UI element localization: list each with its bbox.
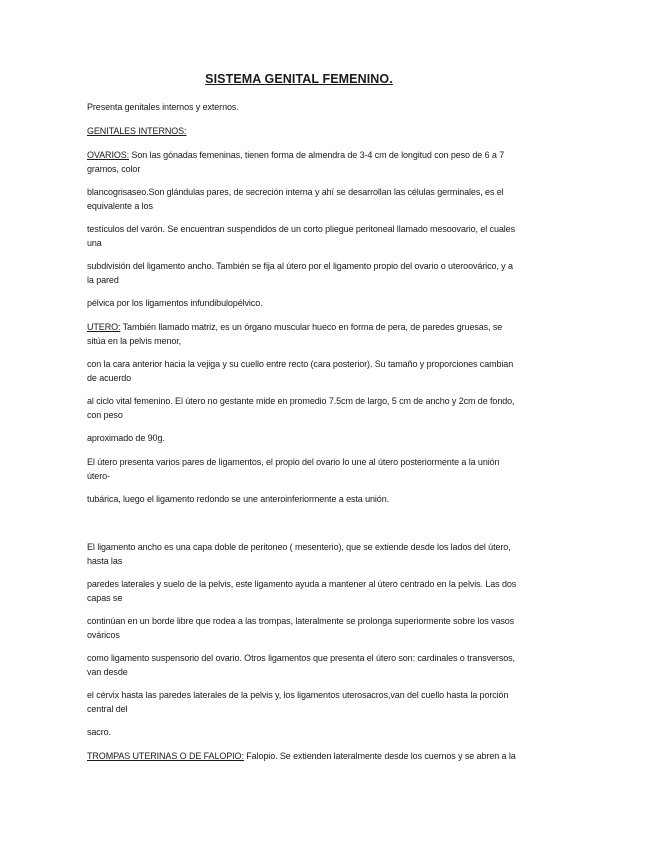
paragraph: [87, 395, 517, 422]
section-heading-label: GENITALES INTERNOS:: [87, 126, 187, 136]
paragraph-text: Falopio. Se extienden lateralmente desde los cuernos y se abren a la: [243, 751, 516, 761]
paragraph-text: al ciclo vital femenino. El útero no gestante mide en promedio 7.5cm de largo, 5 cm de ancho y 2cm de fondo, con peso: [87, 396, 515, 420]
paragraph-text: blancogrisaseo.Son glándulas pares, de secreción interna y ahí se desarrollan las células germinales, es el equivalente a los: [87, 187, 504, 211]
paragraph-text: como ligamento suspensorio del ovario. Otros ligamentos que presenta el útero son: cardinales o transversos, van desde: [87, 653, 515, 677]
paragraph-label: UTERO:: [87, 322, 121, 332]
paragraph: [87, 578, 517, 605]
paragraph-text: pélvica por los ligamentos infundibulopélvico.: [87, 298, 263, 308]
paragraph: [87, 726, 517, 740]
paragraph-text: continúan en un borde libre que rodea a las trompas, lateralmente se prolonga superiormente sobre los vasos ováricos: [87, 616, 515, 640]
paragraph-text: el cérvix hasta las paredes laterales de la pelvis y, los ligamentos uterosacros,van del cuello hasta la porción central del: [87, 690, 509, 714]
paragraph-text: También llamado matriz, es un órgano muscular hueco en forma de pera, de paredes gruesas, se sitúa en la pelvis menor,: [87, 322, 503, 346]
paragraph: [87, 186, 517, 213]
paragraph: [87, 101, 517, 115]
paragraph: [87, 223, 517, 250]
paragraph-text: tubárica, luego el ligamento redondo se une anteroinferiormente a esta unión.: [87, 494, 390, 504]
paragraph: [87, 750, 517, 764]
paragraph: [87, 456, 517, 483]
section-heading: [87, 125, 517, 139]
paragraph: [87, 615, 517, 642]
paragraph-text: aproximado de 90g.: [87, 433, 165, 443]
paragraph: [87, 358, 517, 385]
paragraph: [87, 321, 517, 348]
paragraph-text: Presenta genitales internos y externos.: [87, 102, 239, 112]
paragraph: [87, 297, 517, 311]
paragraph: [87, 493, 517, 507]
paragraph-text: El ligamento ancho es una capa doble de peritoneo ( mesenterio), que se extiende desde los lados del útero, hasta las: [87, 542, 511, 566]
paragraph-label: OVARIOS:: [87, 150, 130, 160]
paragraph-text: Son las gónadas femeninas, tienen forma de almendra de 3-4 cm de longitud con peso de 6 a 7 gramos, color: [87, 150, 505, 174]
document-title: SISTEMA GENITAL FEMENINO.: [205, 72, 393, 86]
paragraph-text: testículos del varón. Se encuentran suspendidos de un corto pliegue peritoneal llamado mesoovario, el cuales una: [87, 224, 515, 248]
paragraph: [87, 541, 517, 568]
paragraph: [87, 689, 517, 716]
paragraph: [87, 260, 517, 287]
paragraph-text: paredes laterales y suelo de la pelvis, este ligamento ayuda a mantener al útero centrado en la pelvis. Las dos capas se: [87, 579, 517, 603]
paragraph: [87, 149, 517, 176]
paragraph: [87, 432, 517, 446]
paragraph-text: El útero presenta varios pares de ligamentos, el propio del ovario lo une al útero posteriormente a la unión útero-: [87, 457, 500, 481]
paragraph-text: con la cara anterior hacia la vejiga y su cuello entre recto (cara posterior). Su tamaño y proporciones cambian de acuerdo: [87, 359, 514, 383]
paragraph: [87, 652, 517, 679]
paragraph-text: sacro.: [87, 727, 111, 737]
paragraph-label: TROMPAS UTERINAS O DE FALOPIO:: [87, 751, 244, 761]
paragraph-text: subdivisión del ligamento ancho. También se fija al útero por el ligamento propio del ovario o uteroovárico, y a la pared: [87, 261, 513, 285]
